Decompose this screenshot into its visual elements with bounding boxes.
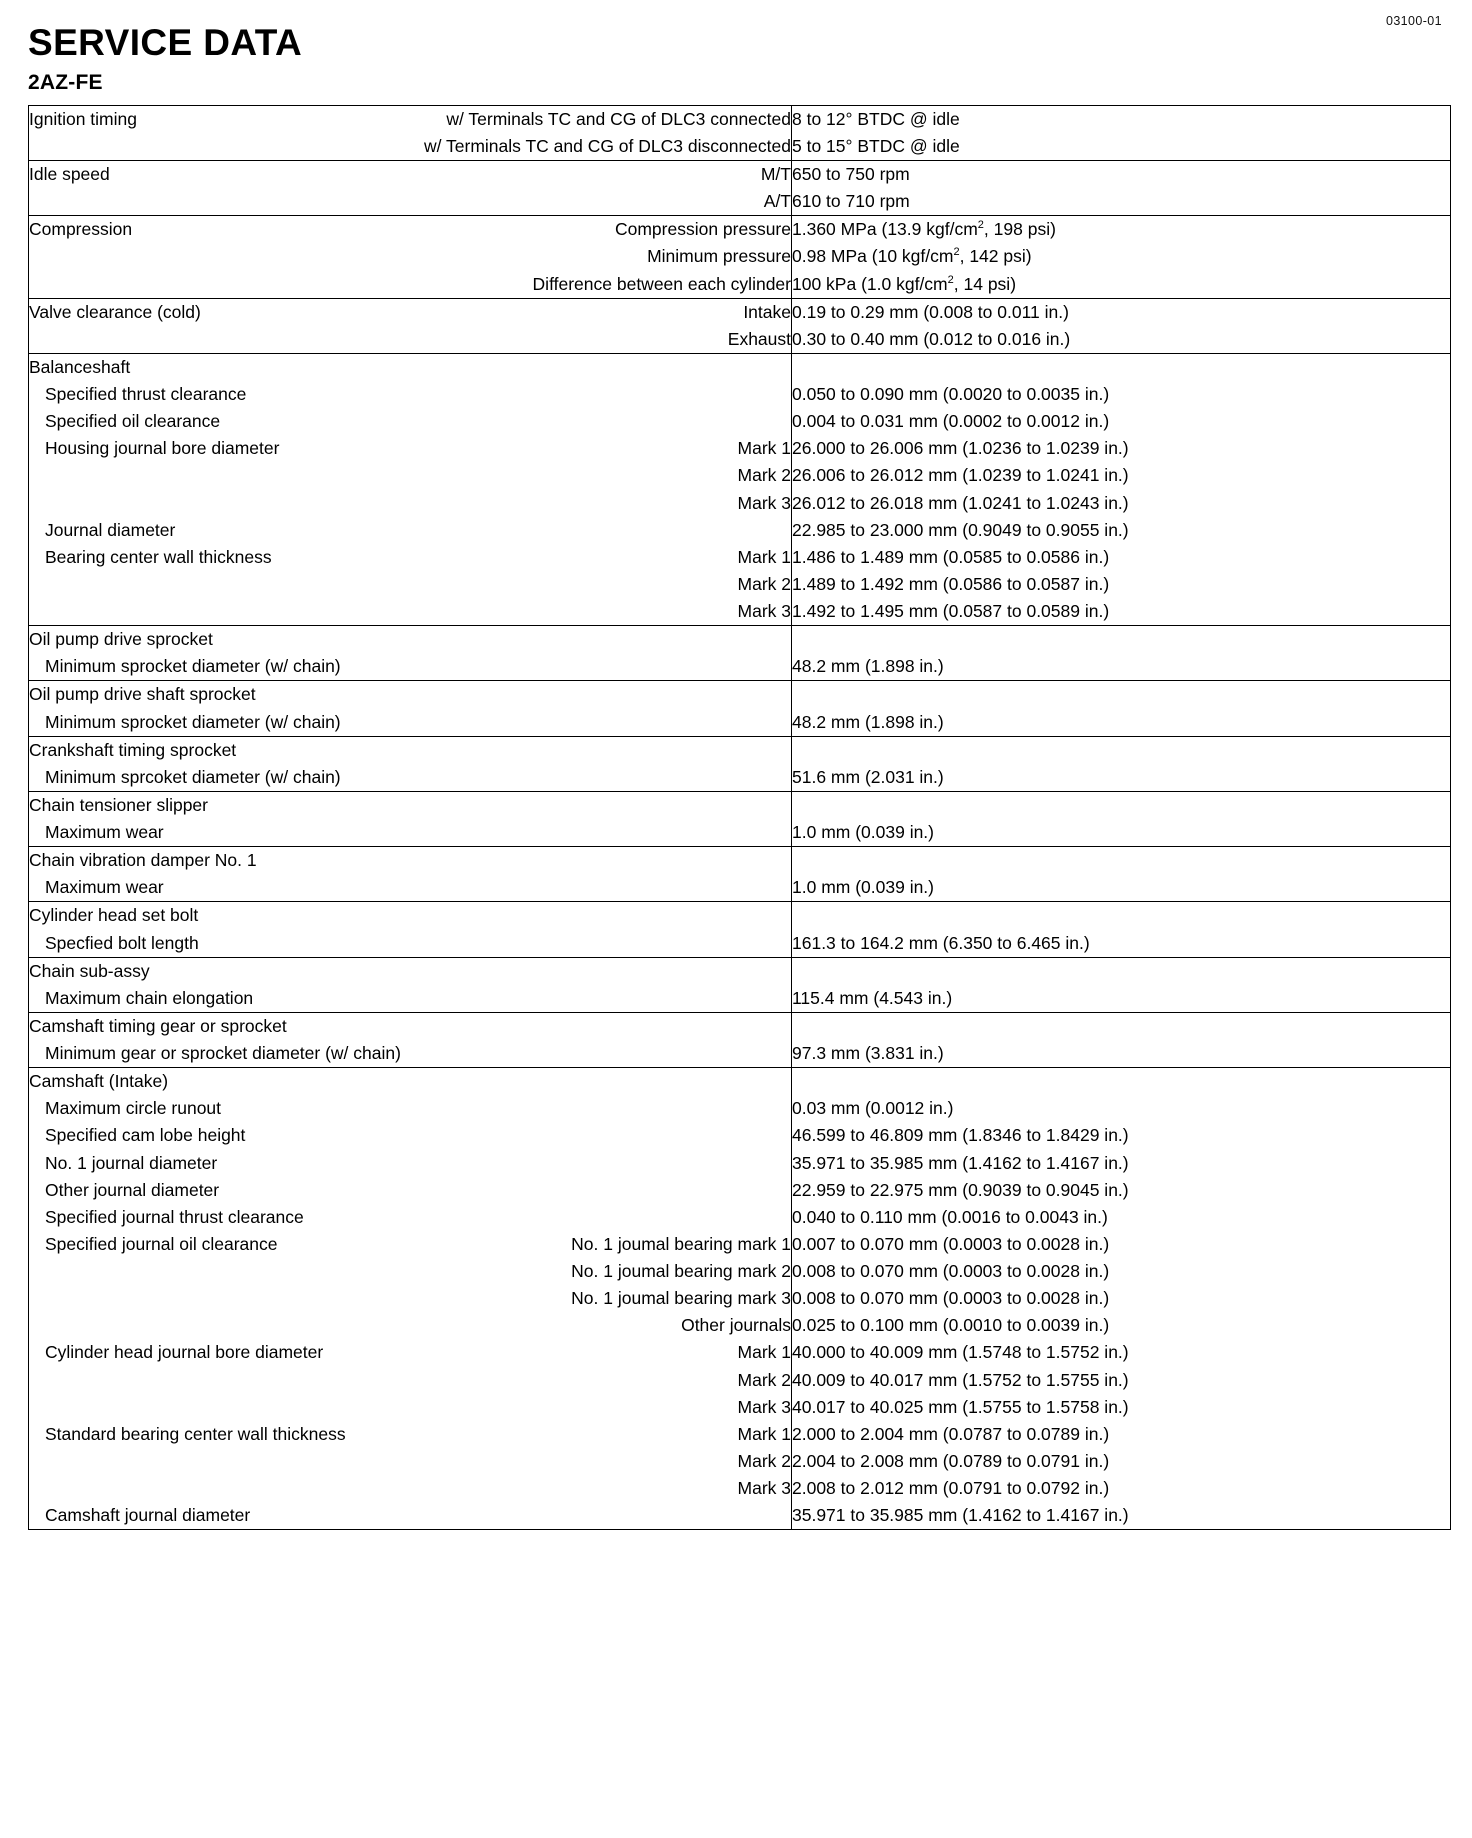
table-row (29, 298, 1451, 353)
spec-label: Specified journal thrust clearance (45, 1206, 304, 1227)
spec-value: 1.0 mm (0.039 in.) (792, 822, 934, 843)
spec-label: Journal diameter (45, 519, 176, 540)
spec-value: 650 to 750 rpm (792, 164, 910, 185)
spec-name-line (29, 626, 791, 653)
page-title: SERVICE DATA (28, 22, 303, 63)
spec-name-line (29, 1231, 791, 1258)
spec-label: Chain tensioner slipper (29, 794, 208, 815)
spec-label: Idle speed (29, 164, 110, 185)
spec-value-cell (792, 902, 1451, 957)
spec-value: 48.2 mm (1.898 in.) (792, 711, 944, 732)
spec-value-cell (792, 298, 1451, 353)
spec-qualifier: Mark 2 (737, 465, 791, 486)
spec-qualifier: Mark 1 (737, 546, 791, 567)
spec-label: Camshaft (Intake) (29, 1071, 169, 1092)
spec-value (792, 354, 1450, 381)
spec-value-cell (792, 1068, 1451, 1530)
table-row (29, 791, 1451, 846)
spec-value (792, 1013, 1450, 1040)
spec-name-line (29, 1421, 791, 1448)
spec-qualifier: Mark 3 (737, 492, 791, 513)
spec-name-line (29, 1448, 791, 1475)
spec-name-line (29, 1013, 791, 1040)
spec-name-line (29, 792, 791, 819)
spec-name-line (29, 985, 791, 1012)
spec-name-cell (29, 791, 792, 846)
spec-qualifier: Mark 3 (737, 601, 791, 622)
spec-label: Specfied bolt length (45, 932, 199, 953)
spec-label: Specified cam lobe height (45, 1125, 246, 1146)
spec-value: 1.492 to 1.495 mm (0.0587 to 0.0589 in.) (792, 601, 1110, 622)
spec-label: Cylinder head journal bore diameter (45, 1342, 324, 1363)
spec-qualifier: Intake (743, 301, 791, 322)
spec-name-cell (29, 1068, 792, 1530)
spec-name-line (29, 1040, 791, 1067)
spec-name-line (29, 490, 791, 517)
spec-label: Chain vibration damper No. 1 (29, 850, 257, 871)
table-row (29, 161, 1451, 216)
spec-value: 8 to 12° BTDC @ idle (792, 108, 960, 129)
spec-value-cell (792, 681, 1451, 736)
spec-value: 26.006 to 26.012 mm (1.0239 to 1.0241 in.) (792, 465, 1129, 486)
table-row (29, 957, 1451, 1012)
spec-name-cell (29, 681, 792, 736)
table-row (29, 902, 1451, 957)
service-data-table-body (29, 105, 1451, 1530)
spec-name-line (29, 737, 791, 764)
spec-value-cell (792, 957, 1451, 1012)
spec-value: 40.000 to 40.009 mm (1.5748 to 1.5752 in.) (792, 1342, 1129, 1363)
spec-qualifier: No. 1 joumal bearing mark 1 (571, 1233, 791, 1254)
spec-value (792, 958, 1450, 985)
spec-label: No. 1 journal diameter (45, 1152, 218, 1173)
spec-name-line (29, 571, 791, 598)
spec-label: Minimum sprocket diameter (w/ chain) (45, 656, 341, 677)
spec-value: 5 to 15° BTDC @ idle (792, 135, 960, 156)
spec-qualifier: Mark 1 (737, 1423, 791, 1444)
spec-value-cell (792, 1012, 1451, 1067)
spec-name-cell (29, 736, 792, 791)
service-data-table (28, 105, 1451, 1531)
spec-value: 2.000 to 2.004 mm (0.0787 to 0.0789 in.) (792, 1423, 1110, 1444)
spec-name-line (29, 299, 791, 326)
spec-qualifier: Other journals (681, 1315, 791, 1336)
spec-label: Bearing center wall thickness (45, 546, 272, 567)
spec-name-line (29, 1367, 791, 1394)
spec-value (792, 847, 1450, 874)
spec-name-line (29, 1339, 791, 1366)
spec-name-line (29, 1285, 791, 1312)
spec-qualifier: Mark 3 (737, 1478, 791, 1499)
spec-value: 610 to 710 rpm (792, 191, 910, 212)
spec-label: Compression (29, 219, 133, 240)
spec-value: 0.19 to 0.29 mm (0.008 to 0.011 in.) (792, 301, 1069, 322)
spec-qualifier: No. 1 joumal bearing mark 2 (571, 1261, 791, 1282)
spec-label: Minimum sprcoket diameter (w/ chain) (45, 766, 341, 787)
spec-name-line (29, 681, 791, 708)
spec-name-cell (29, 216, 792, 298)
spec-value: 48.2 mm (1.898 in.) (792, 656, 944, 677)
spec-value (792, 626, 1450, 653)
spec-qualifier: No. 1 joumal bearing mark 3 (571, 1288, 791, 1309)
spec-value-cell (792, 216, 1451, 298)
spec-name-line (29, 1150, 791, 1177)
spec-qualifier: Mark 2 (737, 1369, 791, 1390)
table-row (29, 626, 1451, 681)
spec-name-line (29, 326, 791, 353)
spec-value-cell (792, 791, 1451, 846)
spec-value: 22.959 to 22.975 mm (0.9039 to 0.9045 in.) (792, 1179, 1129, 1200)
spec-name-line (29, 1475, 791, 1502)
spec-value: 0.98 MPa (10 kgf/$cm^2$, 142 psi) (792, 246, 1032, 267)
spec-qualifier: Exhaust (727, 328, 791, 349)
spec-qualifier: M/T (760, 164, 791, 185)
spec-value-cell (792, 353, 1451, 625)
spec-name-cell (29, 847, 792, 902)
spec-name-cell (29, 298, 792, 353)
spec-name-line (29, 106, 791, 133)
spec-value (792, 737, 1450, 764)
spec-name-line (29, 188, 791, 215)
spec-label: Other journal diameter (45, 1179, 220, 1200)
spec-value: 40.009 to 40.017 mm (1.5752 to 1.5755 in.) (792, 1369, 1129, 1390)
spec-label: Camshaft timing gear or sprocket (29, 1015, 287, 1036)
spec-label: Standard bearing center wall thickness (45, 1423, 346, 1444)
spec-label: Valve clearance (cold) (29, 301, 201, 322)
spec-name-line (29, 1177, 791, 1204)
spec-name-cell (29, 902, 792, 957)
spec-label: Cylinder head set bolt (29, 905, 199, 926)
spec-qualifier: Difference between each cylinder (532, 273, 791, 294)
spec-name-line (29, 653, 791, 680)
spec-qualifier: Mark 2 (737, 1450, 791, 1471)
spec-qualifier: Mark 1 (737, 1342, 791, 1363)
spec-label: Oil pump drive shaft sprocket (29, 684, 256, 705)
spec-name-line (29, 874, 791, 901)
spec-name-line (29, 1068, 791, 1095)
spec-label: Ignition timing (29, 108, 137, 129)
spec-name-line (29, 1095, 791, 1122)
spec-value: 0.03 mm (0.0012 in.) (792, 1098, 954, 1119)
spec-value: 1.360 MPa (13.9 kgf/$cm^2$, 198 psi) (792, 219, 1056, 240)
spec-label: Housing journal bore diameter (45, 438, 280, 459)
spec-label: Specified journal oil clearance (45, 1233, 278, 1254)
table-row (29, 847, 1451, 902)
spec-value (792, 681, 1450, 708)
spec-qualifier: Mark 3 (737, 1396, 791, 1417)
table-row (29, 681, 1451, 736)
spec-name-line (29, 902, 791, 929)
spec-value: 0.008 to 0.070 mm (0.0003 to 0.0028 in.) (792, 1288, 1110, 1309)
spec-value: 22.985 to 23.000 mm (0.9049 to 0.9055 in.) (792, 519, 1129, 540)
spec-name-line (29, 544, 791, 571)
spec-value: 0.025 to 0.100 mm (0.0010 to 0.0039 in.) (792, 1315, 1110, 1336)
spec-label: Specified oil clearance (45, 411, 221, 432)
table-row (29, 1012, 1451, 1067)
spec-qualifier: A/T (763, 191, 791, 212)
spec-name-cell (29, 105, 792, 160)
spec-name-line (29, 1204, 791, 1231)
spec-value-cell (792, 736, 1451, 791)
spec-value: 0.050 to 0.090 mm (0.0020 to 0.0035 in.) (792, 384, 1110, 405)
spec-value (792, 902, 1450, 929)
spec-value: 26.012 to 26.018 mm (1.0241 to 1.0243 in.) (792, 492, 1129, 513)
spec-label: Camshaft journal diameter (45, 1505, 251, 1526)
spec-value: 46.599 to 46.809 mm (1.8346 to 1.8429 in.) (792, 1125, 1129, 1146)
engine-code-subtitle: 2AZ-FE (28, 70, 103, 94)
spec-name-line (29, 133, 791, 160)
spec-value: 115.4 mm (4.543 in.) (792, 987, 953, 1008)
spec-value: 1.486 to 1.489 mm (0.0585 to 0.0586 in.) (792, 546, 1110, 567)
spec-value: 51.6 mm (2.031 in.) (792, 766, 944, 787)
spec-name-line (29, 1394, 791, 1421)
spec-value: 0.008 to 0.070 mm (0.0003 to 0.0028 in.) (792, 1261, 1110, 1282)
spec-value: 0.30 to 0.40 mm (0.012 to 0.016 in.) (792, 328, 1071, 349)
spec-name-cell (29, 353, 792, 625)
spec-qualifier: w/ Terminals TC and CG of DLC3 connected (446, 108, 791, 129)
spec-name-line (29, 381, 791, 408)
spec-label: Chain sub-assy (29, 960, 150, 981)
spec-name-line (29, 958, 791, 985)
spec-name-line (29, 709, 791, 736)
spec-value: 1.0 mm (0.039 in.) (792, 877, 934, 898)
spec-value: 0.007 to 0.070 mm (0.0003 to 0.0028 in.) (792, 1233, 1110, 1254)
page-code: 03100-01 (1385, 14, 1442, 28)
spec-name-line (29, 819, 791, 846)
spec-value: 2.004 to 2.008 mm (0.0789 to 0.0791 in.) (792, 1450, 1110, 1471)
spec-value: 0.040 to 0.110 mm (0.0016 to 0.0043 in.) (792, 1206, 1108, 1227)
spec-name-line (29, 216, 791, 243)
spec-value (792, 1068, 1450, 1095)
spec-qualifier: w/ Terminals TC and CG of DLC3 disconnected (423, 135, 791, 156)
spec-name-line (29, 764, 791, 791)
table-row (29, 105, 1451, 160)
spec-value: 35.971 to 35.985 mm (1.4162 to 1.4167 in.) (792, 1152, 1129, 1173)
spec-qualifier: Compression pressure (614, 219, 791, 240)
spec-name-cell (29, 1012, 792, 1067)
spec-qualifier: Minimum pressure (647, 246, 791, 267)
spec-label: Maximum wear (45, 877, 164, 898)
spec-name-cell (29, 626, 792, 681)
table-row (29, 216, 1451, 298)
spec-label: Minimum gear or sprocket diameter (w/ chain) (45, 1043, 401, 1064)
spec-qualifier: Mark 1 (737, 438, 791, 459)
spec-label: Oil pump drive sprocket (29, 629, 213, 650)
spec-value-cell (792, 847, 1451, 902)
spec-value-cell (792, 161, 1451, 216)
spec-name-line (29, 1502, 791, 1529)
spec-name-line (29, 243, 791, 270)
spec-name-line (29, 161, 791, 188)
spec-value: 2.008 to 2.012 mm (0.0791 to 0.0792 in.) (792, 1478, 1110, 1499)
table-row (29, 1068, 1451, 1530)
spec-label: Specified thrust clearance (45, 384, 247, 405)
spec-name-line (29, 517, 791, 544)
spec-name-line (29, 271, 791, 298)
spec-label: Maximum circle runout (45, 1098, 222, 1119)
spec-name-line (29, 930, 791, 957)
spec-value: 26.000 to 26.006 mm (1.0236 to 1.0239 in.) (792, 438, 1129, 459)
spec-name-cell (29, 161, 792, 216)
spec-name-line (29, 1312, 791, 1339)
spec-value: 100 kPa (1.0 kgf/$cm^2$, 14 psi) (792, 273, 1017, 294)
spec-name-line (29, 354, 791, 381)
spec-name-line (29, 435, 791, 462)
spec-value: 1.489 to 1.492 mm (0.0586 to 0.0587 in.) (792, 573, 1110, 594)
spec-value: 35.971 to 35.985 mm (1.4162 to 1.4167 in.) (792, 1505, 1129, 1526)
spec-value-cell (792, 626, 1451, 681)
spec-name-cell (29, 957, 792, 1012)
spec-value-cell (792, 105, 1451, 160)
spec-name-line (29, 462, 791, 489)
spec-qualifier: Mark 2 (737, 573, 791, 594)
spec-name-line (29, 1122, 791, 1149)
spec-label: Maximum chain elongation (45, 987, 254, 1008)
table-row (29, 353, 1451, 625)
spec-name-line (29, 847, 791, 874)
spec-name-line (29, 598, 791, 625)
spec-label: Minimum sprocket diameter (w/ chain) (45, 711, 341, 732)
spec-value: 40.017 to 40.025 mm (1.5755 to 1.5758 in.) (792, 1396, 1129, 1417)
table-row (29, 736, 1451, 791)
spec-value: 97.3 mm (3.831 in.) (792, 1043, 944, 1064)
spec-label: Crankshaft timing sprocket (29, 739, 237, 760)
spec-label: Balanceshaft (29, 356, 131, 377)
spec-value (792, 792, 1450, 819)
spec-value: 161.3 to 164.2 mm (6.350 to 6.465 in.) (792, 932, 1090, 953)
spec-name-line (29, 1258, 791, 1285)
spec-label: Maximum wear (45, 822, 164, 843)
spec-name-line (29, 408, 791, 435)
spec-value: 0.004 to 0.031 mm (0.0002 to 0.0012 in.) (792, 411, 1110, 432)
